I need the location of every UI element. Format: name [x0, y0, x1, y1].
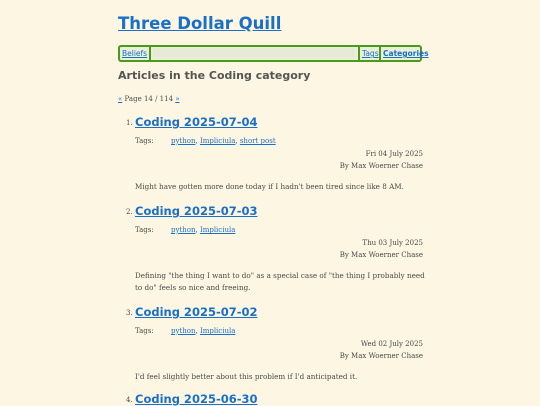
tag-link[interactable]: python [171, 327, 196, 335]
article-summary: Defining "the thing I want to do" as a special case of "the thing I probably need to do" feels so nice and freeing. [135, 271, 425, 292]
article-title-link[interactable]: Coding 2025-07-02 [135, 305, 258, 319]
article-author: By Max Woerner Chase [339, 352, 423, 360]
tag-link[interactable]: Impliciula [199, 137, 236, 145]
nav-link-tags[interactable]: Tags [358, 47, 379, 60]
tags-label: Tags: [135, 137, 154, 145]
tag-link[interactable]: Impliciula [199, 226, 236, 234]
article-number: 1. [126, 119, 133, 127]
article-date: Fri 04 July 2025 [365, 150, 423, 158]
tags-label: Tags: [135, 327, 154, 335]
pager-prev-link[interactable]: « [118, 95, 123, 103]
tag-link[interactable]: Impliciula [199, 327, 236, 335]
tag-link[interactable]: python [171, 137, 196, 145]
article-title-link[interactable]: Coding 2025-06-30 [135, 392, 258, 406]
navigation-bar [118, 45, 429, 62]
pager [118, 95, 180, 103]
page-heading: Articles in the Coding category [118, 69, 311, 82]
pager-next-link[interactable]: » [175, 95, 180, 103]
article-number: 4. [126, 396, 133, 404]
tag-link[interactable]: python [171, 226, 196, 234]
nav-link-categories[interactable]: Categories [379, 47, 429, 60]
article-author: By Max Woerner Chase [339, 162, 423, 170]
article-title-link[interactable]: Coding 2025-07-03 [135, 204, 258, 218]
article-tags: Tags: python, Impliciula, short post [135, 137, 276, 145]
article-number: 2. [126, 208, 133, 216]
pager-text: Page 14 / 114 [124, 95, 174, 103]
article-title-link[interactable]: Coding 2025-07-04 [135, 115, 258, 129]
article-summary: I'd feel slightly better about this problem if I'd anticipated it. [135, 372, 358, 381]
search-input[interactable] [153, 48, 355, 58]
article-date: Thu 03 July 2025 [362, 239, 423, 247]
tag-link[interactable]: short post [239, 137, 276, 145]
article-date: Wed 02 July 2025 [360, 340, 423, 348]
article-author: By Max Woerner Chase [339, 251, 423, 259]
article-tags: Tags: python, Impliciula [135, 327, 236, 335]
tags-label: Tags: [135, 226, 154, 234]
article-number: 3. [126, 309, 133, 317]
nav-link-beliefs[interactable]: Beliefs [122, 47, 151, 60]
site-title-link[interactable]: Three Dollar Quill [118, 14, 282, 33]
article-tags: Tags: python, Impliciula [135, 226, 236, 234]
article-summary: Might have gotten more done today if I hadn't been tired since like 8 AM. [135, 182, 404, 191]
